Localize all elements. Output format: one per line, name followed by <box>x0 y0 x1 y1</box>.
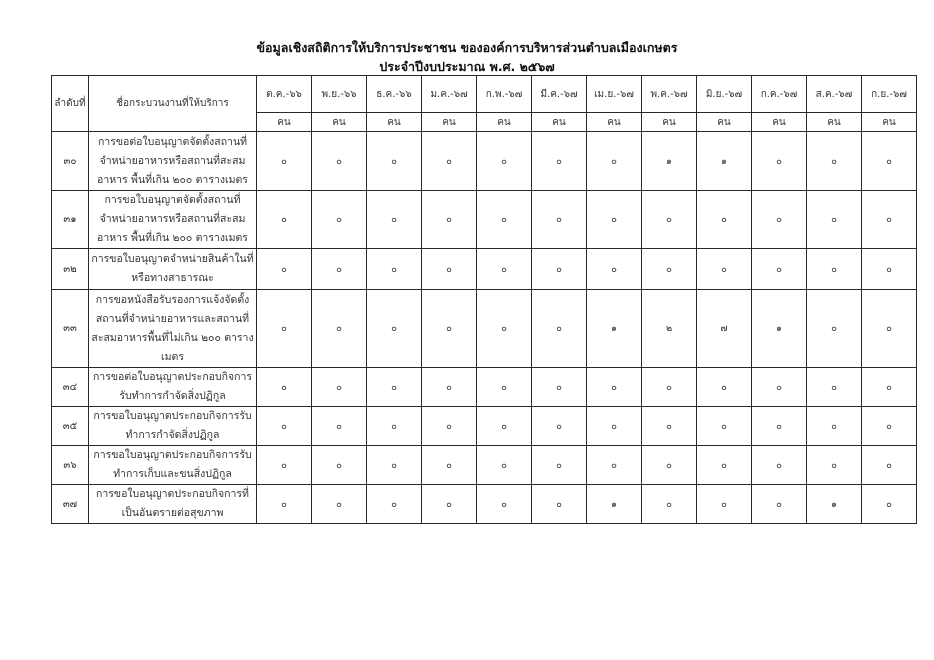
count-cell: ๐ <box>862 290 917 368</box>
unit-header: คน <box>697 113 752 132</box>
unit-header: คน <box>312 113 367 132</box>
count-cell: ๐ <box>422 191 477 249</box>
count-cell: ๐ <box>642 485 697 524</box>
count-cell: ๐ <box>862 132 917 191</box>
count-cell: ๑ <box>642 132 697 191</box>
process-name: การขอหนังสือรับรองการแจ้งจัดตั้งสถานที่จำหน่ายอาหารและสถานที่สะสมอาหารพื้นที่ไม่เกิน ๒๐๐ ตารางเมตร <box>89 290 257 368</box>
count-cell: ๗ <box>697 290 752 368</box>
count-cell: ๐ <box>367 249 422 290</box>
count-cell: ๐ <box>697 485 752 524</box>
count-cell: ๐ <box>752 407 807 446</box>
document-subtitle: ประจำปีงบประมาณ พ.ศ. ๒๕๖๗ <box>379 59 555 74</box>
count-cell: ๐ <box>532 191 587 249</box>
count-cell: ๐ <box>422 132 477 191</box>
count-cell: ๐ <box>422 485 477 524</box>
count-cell: ๐ <box>532 407 587 446</box>
count-cell: ๐ <box>807 132 862 191</box>
table-row <box>52 368 917 407</box>
count-cell: ๐ <box>257 368 312 407</box>
count-cell: ๐ <box>532 132 587 191</box>
unit-header: คน <box>532 113 587 132</box>
document-title: ข้อมูลเชิงสถิติการให้บริการประชาชน ขององค์การบริหารส่วนตำบลเมืองเกษตร <box>256 40 678 55</box>
month-header: ม.ค.-๖๗ <box>422 76 477 113</box>
count-cell: ๐ <box>807 407 862 446</box>
count-cell: ๐ <box>587 368 642 407</box>
count-cell: ๐ <box>477 249 532 290</box>
count-cell: ๐ <box>312 191 367 249</box>
process-name: การขอใบอนุญาตจำหน่ายสินค้าในที่หรือทางสาธารณะ <box>89 249 257 290</box>
count-cell: ๐ <box>367 485 422 524</box>
count-cell: ๐ <box>422 290 477 368</box>
count-cell: ๑ <box>587 290 642 368</box>
table-row <box>52 407 917 446</box>
month-header: มิ.ย.-๖๗ <box>697 76 752 113</box>
unit-header: คน <box>862 113 917 132</box>
count-cell: ๐ <box>587 446 642 485</box>
count-cell: ๐ <box>862 485 917 524</box>
month-header: พ.ค.-๖๗ <box>642 76 697 113</box>
count-cell: ๐ <box>367 407 422 446</box>
month-header: ก.พ.-๖๗ <box>477 76 532 113</box>
count-cell: ๐ <box>257 132 312 191</box>
count-cell: ๐ <box>642 407 697 446</box>
table-row <box>52 191 917 249</box>
table-row <box>52 290 917 368</box>
count-cell: ๐ <box>752 191 807 249</box>
count-cell: ๐ <box>587 132 642 191</box>
count-cell: ๐ <box>477 132 532 191</box>
count-cell: ๐ <box>312 485 367 524</box>
count-cell: ๐ <box>532 446 587 485</box>
count-cell: ๐ <box>807 368 862 407</box>
count-cell: ๑ <box>587 485 642 524</box>
count-cell: ๑ <box>752 290 807 368</box>
month-header: เม.ย.-๖๗ <box>587 76 642 113</box>
count-cell: ๐ <box>752 446 807 485</box>
count-cell: ๐ <box>257 249 312 290</box>
unit-header: คน <box>642 113 697 132</box>
process-name: การขอใบอนุญาตประกอบกิจการรับทำการกำจัดสิ่งปฏิกูล <box>89 407 257 446</box>
count-cell: ๐ <box>257 191 312 249</box>
row-number: ๓๒ <box>52 249 89 290</box>
row-number: ๓๐ <box>52 132 89 191</box>
count-cell: ๐ <box>807 290 862 368</box>
count-cell: ๐ <box>532 485 587 524</box>
count-cell: ๐ <box>587 249 642 290</box>
count-cell: ๑ <box>697 132 752 191</box>
count-cell: ๐ <box>642 446 697 485</box>
month-header: พ.ย.-๖๖ <box>312 76 367 113</box>
unit-header: คน <box>257 113 312 132</box>
unit-header: คน <box>587 113 642 132</box>
count-cell: ๐ <box>367 290 422 368</box>
unit-header: คน <box>367 113 422 132</box>
count-cell: ๐ <box>697 191 752 249</box>
process-name: การขอต่อใบอนุญาตประกอบกิจการรับทำการกำจัดสิ่งปฏิกูล <box>89 368 257 407</box>
month-header: ธ.ค.-๖๖ <box>367 76 422 113</box>
count-cell: ๐ <box>697 407 752 446</box>
table-row <box>52 485 917 524</box>
count-cell: ๐ <box>752 249 807 290</box>
process-name: การขอใบอนุญาตประกอบกิจการที่เป็นอันตรายต่อสุขภาพ <box>89 485 257 524</box>
count-cell: ๐ <box>312 446 367 485</box>
row-number: ๓๖ <box>52 446 89 485</box>
count-cell: ๐ <box>312 249 367 290</box>
count-cell: ๐ <box>642 249 697 290</box>
count-cell: ๐ <box>367 132 422 191</box>
count-cell: ๐ <box>257 290 312 368</box>
count-cell: ๐ <box>532 368 587 407</box>
count-cell: ๐ <box>862 407 917 446</box>
row-number: ๓๕ <box>52 407 89 446</box>
row-number: ๓๗ <box>52 485 89 524</box>
count-cell: ๐ <box>422 407 477 446</box>
month-header: ส.ค.-๖๗ <box>807 76 862 113</box>
count-cell: ๐ <box>312 132 367 191</box>
count-cell: ๐ <box>697 368 752 407</box>
count-cell: ๐ <box>477 446 532 485</box>
count-cell: ๐ <box>257 407 312 446</box>
statistics-table <box>51 75 917 524</box>
header-process-name: ชื่อกระบวนงานที่ให้บริการ <box>89 76 257 132</box>
count-cell: ๐ <box>312 407 367 446</box>
count-cell: ๐ <box>532 290 587 368</box>
row-number: ๓๓ <box>52 290 89 368</box>
table-row <box>52 249 917 290</box>
count-cell: ๐ <box>532 249 587 290</box>
count-cell: ๐ <box>367 368 422 407</box>
process-name: การขอใบอนุญาตประกอบกิจการรับทำการเก็บและขนสิ่งปฏิกูล <box>89 446 257 485</box>
count-cell: ๐ <box>697 249 752 290</box>
count-cell: ๐ <box>862 191 917 249</box>
count-cell: ๐ <box>312 368 367 407</box>
count-cell: ๐ <box>807 249 862 290</box>
count-cell: ๐ <box>477 191 532 249</box>
count-cell: ๐ <box>422 249 477 290</box>
count-cell: ๐ <box>367 446 422 485</box>
count-cell: ๐ <box>587 191 642 249</box>
count-cell: ๑ <box>807 485 862 524</box>
count-cell: ๐ <box>587 407 642 446</box>
count-cell: ๐ <box>422 368 477 407</box>
count-cell: ๐ <box>807 191 862 249</box>
count-cell: ๐ <box>752 368 807 407</box>
count-cell: ๐ <box>807 446 862 485</box>
count-cell: ๐ <box>312 290 367 368</box>
table-row <box>52 446 917 485</box>
count-cell: ๐ <box>422 446 477 485</box>
unit-header: คน <box>422 113 477 132</box>
count-cell: ๐ <box>752 132 807 191</box>
month-header: ก.ค.-๖๗ <box>752 76 807 113</box>
row-number: ๓๑ <box>52 191 89 249</box>
count-cell: ๐ <box>257 446 312 485</box>
header-no: ลำดับที่ <box>52 76 89 132</box>
table-row <box>52 132 917 191</box>
count-cell: ๐ <box>477 407 532 446</box>
count-cell: ๐ <box>697 446 752 485</box>
unit-header: คน <box>477 113 532 132</box>
count-cell: ๐ <box>862 249 917 290</box>
count-cell: ๐ <box>862 446 917 485</box>
count-cell: ๐ <box>477 368 532 407</box>
count-cell: ๒ <box>642 290 697 368</box>
count-cell: ๐ <box>752 485 807 524</box>
count-cell: ๐ <box>862 368 917 407</box>
row-number: ๓๔ <box>52 368 89 407</box>
count-cell: ๐ <box>477 485 532 524</box>
count-cell: ๐ <box>367 191 422 249</box>
month-header: ก.ย.-๖๗ <box>862 76 917 113</box>
month-header: มี.ค.-๖๗ <box>532 76 587 113</box>
unit-header: คน <box>752 113 807 132</box>
count-cell: ๐ <box>257 485 312 524</box>
count-cell: ๐ <box>477 290 532 368</box>
count-cell: ๐ <box>642 191 697 249</box>
process-name: การขอใบอนุญาตจัดตั้งสถานที่จำหน่ายอาหารหรือสถานที่สะสมอาหาร พื้นที่เกิน ๒๐๐ ตารางเมตร <box>89 191 257 249</box>
unit-header: คน <box>807 113 862 132</box>
count-cell: ๐ <box>642 368 697 407</box>
month-header: ต.ค.-๖๖ <box>257 76 312 113</box>
process-name: การขอต่อใบอนุญาตจัดตั้งสถานที่จำหน่ายอาหารหรือสถานที่สะสมอาหาร พื้นที่เกิน ๒๐๐ ตารางเมตร <box>89 132 257 191</box>
